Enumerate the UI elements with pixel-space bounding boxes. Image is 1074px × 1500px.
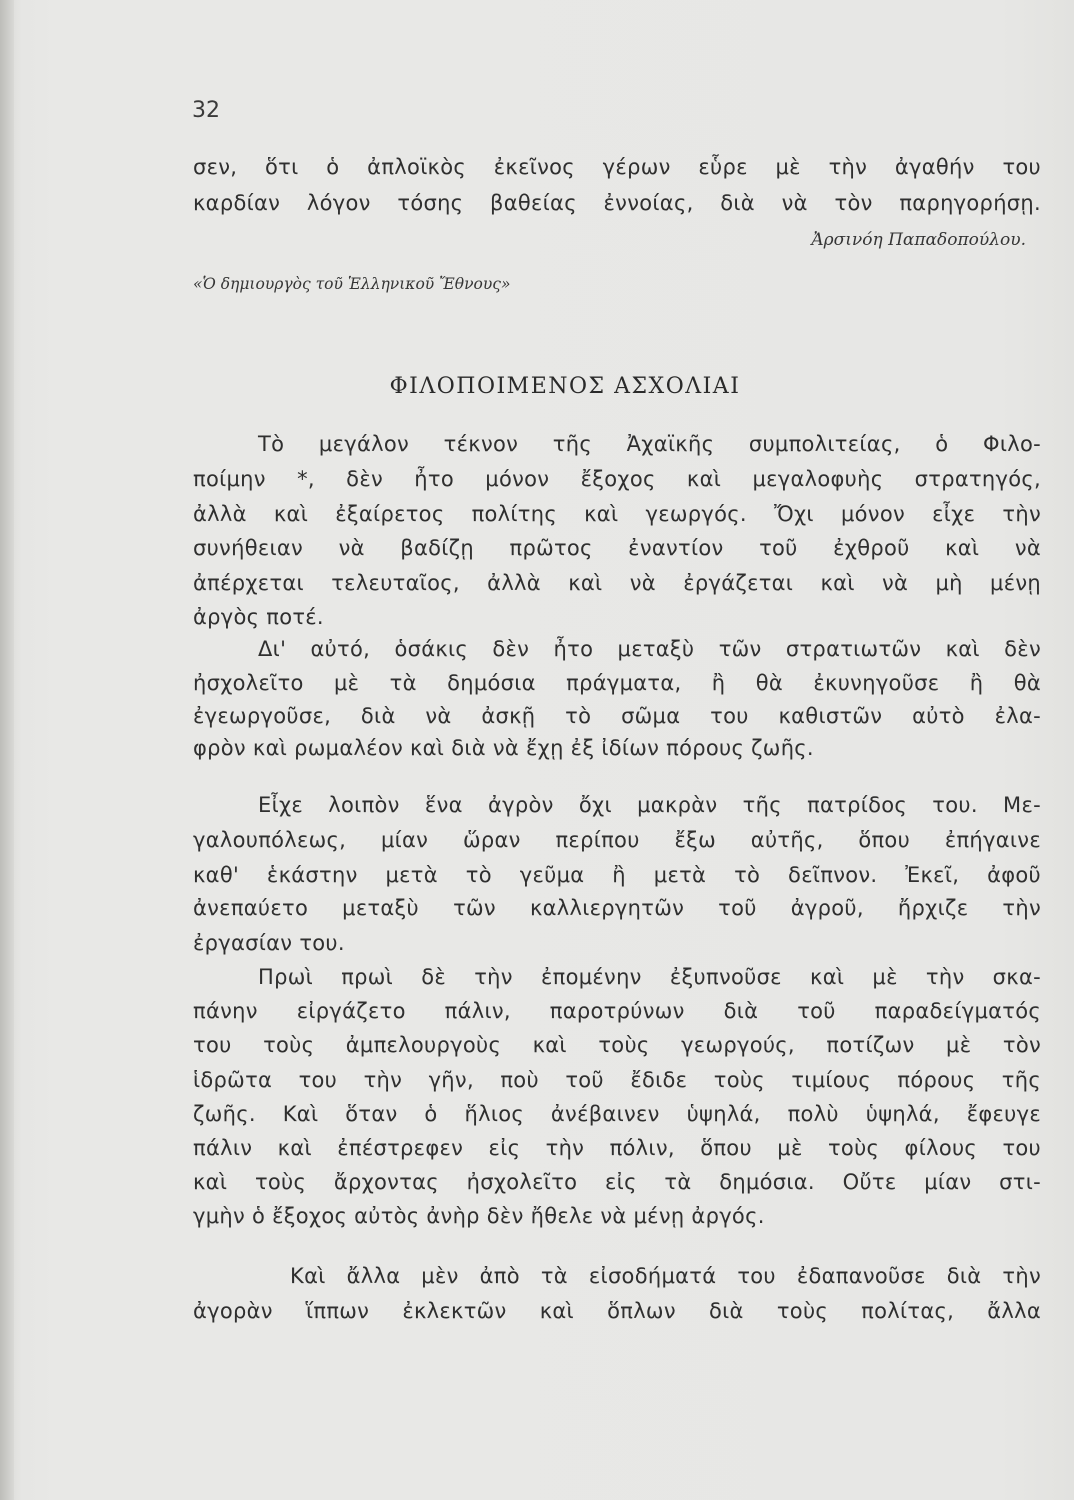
paragraph-line: ἀγορὰν ἵππων ἐκλεκτῶν καὶ ὅπλων διὰ τοὺς πολίτας, ἄλλα — [193, 1299, 1041, 1323]
paragraph-line: ἐργασίαν του. — [193, 931, 345, 955]
paragraph-line: Τὸ μεγάλον τέκνον τῆς Ἀχαϊκῆς συμπολιτείας, ὁ Φιλο- — [258, 432, 1041, 456]
intro-line: σεν, ὅτι ὁ ἀπλοϊκὸς ἐκεῖνος γέρων εὗρε μὲ τὴν ἀγαθήν του — [193, 155, 1041, 179]
paragraph-line: ἀργὸς ποτέ. — [193, 605, 324, 629]
paragraph-line: Πρωὶ πρωὶ δὲ τὴν ἐπομένην ἐξυπνοῦσε καὶ μὲ τὴν σκα- — [258, 965, 1041, 989]
section-heading: ΦΙΛΟΠΟΙΜΕΝΟΣ ΑΣΧΟΛΙΑΙ — [389, 374, 741, 399]
paragraph-line: ἀπέρχεται τελευταῖος, ἀλλὰ καὶ νὰ ἐργάζεται καὶ νὰ μὴ μένῃ — [193, 571, 1041, 595]
paragraph-line: πάνην εἰργάζετο πάλιν, παροτρύνων διὰ τοῦ παραδείγματός — [193, 999, 1041, 1023]
paragraph-line: καθ' ἑκάστην μετὰ τὸ γεῦμα ἢ μετὰ τὸ δεῖπνον. Ἐκεῖ, ἀφοῦ — [193, 863, 1041, 887]
paragraph-line: του τοὺς ἀμπελουργοὺς καὶ τοὺς γεωργούς, ποτίζων μὲ τὸν — [193, 1033, 1041, 1057]
source-citation: «Ὁ δημιουργὸς τοῦ Ἑλληνικοῦ Ἔθνους» — [193, 275, 511, 293]
paragraph-line: φρὸν καὶ ρωμαλέον καὶ διὰ νὰ ἔχῃ ἐξ ἰδίων πόρους ζωῆς. — [193, 736, 814, 760]
paragraph-line: ἐγεωργοῦσε, διὰ νὰ ἀσκῇ τὸ σῶμα του καθιστῶν αὐτὸ ἐλα- — [193, 704, 1041, 728]
paragraph-line: καὶ τοὺς ἄρχοντας ἠσχολεῖτο εἰς τὰ δημόσια. Οὔτε μίαν στι- — [193, 1170, 1041, 1194]
paragraph-line: ζωῆς. Καὶ ὅταν ὁ ἥλιος ἀνέβαινεν ὑψηλά, πολὺ ὑψηλά, ἔφευγε — [193, 1102, 1041, 1126]
paragraph-line: συνήθειαν νὰ βαδίζῃ πρῶτος ἐναντίον τοῦ ἐχθροῦ καὶ νὰ — [193, 536, 1041, 560]
paragraph-line: γμὴν ὁ ἔξοχος αὐτὸς ἀνὴρ δὲν ἤθελε νὰ μένῃ ἀργός. — [193, 1204, 765, 1228]
page-binding-edge — [0, 0, 14, 1500]
paragraph-line: ἠσχολεῖτο μὲ τὰ δημόσια πράγματα, ἢ θὰ ἐκυνηγοῦσε ἢ θὰ — [193, 671, 1041, 695]
paragraph-line: Δι' αὐτό, ὁσάκις δὲν ἦτο μεταξὺ τῶν στρατιωτῶν καὶ δὲν — [258, 637, 1041, 661]
author-attribution: Ἀρσινόη Παπαδοπούλου. — [811, 230, 1026, 250]
paragraph-line: γαλουπόλεως, μίαν ὥραν περίπου ἔξω αὐτῆς, ὅπου ἐπήγαινε — [193, 828, 1041, 852]
paragraph-line: ποίμην *, δὲν ἦτο μόνον ἔξοχος καὶ μεγαλοφυὴς στρατηγός, — [193, 467, 1041, 491]
paragraph-line: πάλιν καὶ ἐπέστρεφεν εἰς τὴν πόλιν, ὅπου μὲ τοὺς φίλους του — [193, 1136, 1041, 1160]
paragraph-line: ἀλλὰ καὶ ἐξαίρετος πολίτης καὶ γεωργός. Ὄχι μόνον εἶχε τὴν — [193, 502, 1041, 526]
paragraph-line: Καὶ ἄλλα μὲν ἀπὸ τὰ εἰσοδήματά του ἐδαπανοῦσε διὰ τὴν — [290, 1264, 1041, 1288]
paragraph-line: ἱδρῶτα του τὴν γῆν, ποὺ τοῦ ἔδιδε τοὺς τιμίους πόρους τῆς — [193, 1068, 1041, 1092]
page-number: 32 — [192, 98, 220, 123]
intro-line: καρδίαν λόγον τόσης βαθείας ἐννοίας, διὰ νὰ τὸν παρηγορήσῃ. — [193, 191, 1041, 215]
paragraph-line: Εἶχε λοιπὸν ἕνα ἀγρὸν ὄχι μακρὰν τῆς πατρίδος του. Με- — [258, 793, 1041, 817]
paragraph-line: ἀνεπαύετο μεταξὺ τῶν καλλιεργητῶν τοῦ ἀγροῦ, ἤρχιζε τὴν — [193, 896, 1041, 920]
